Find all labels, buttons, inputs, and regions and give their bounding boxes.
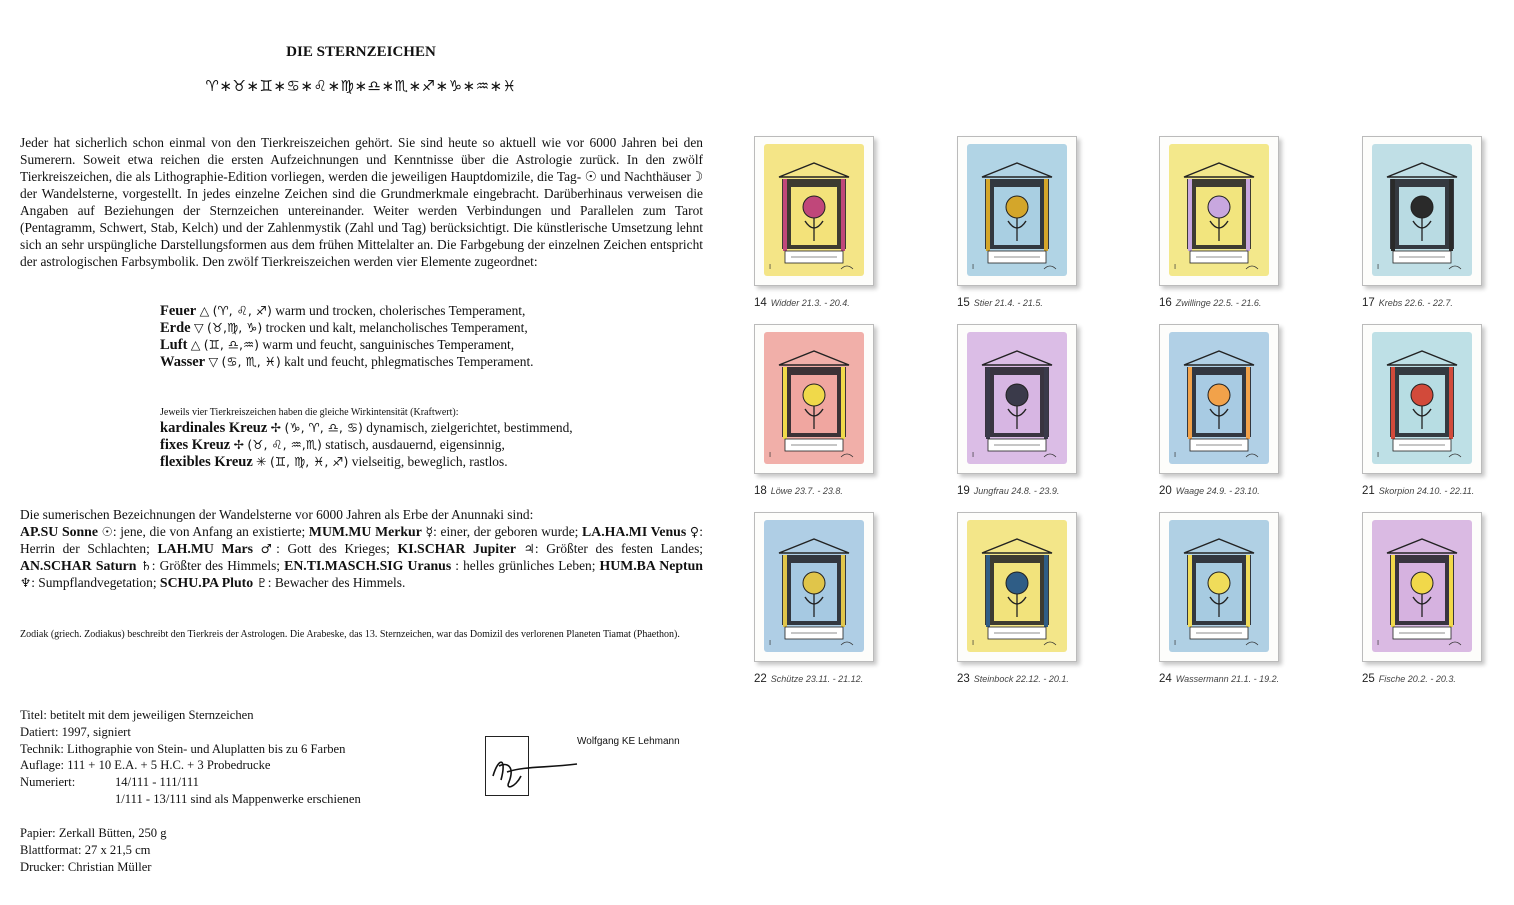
element-signs: (♊, ♎,♒)	[203, 337, 260, 352]
signature-icon	[485, 736, 585, 798]
card-title: Stier 21.4. - 21.5.	[973, 298, 1043, 308]
element-name: Wasser	[160, 354, 206, 370]
meta-auflage: Auflage: 111 + 10 E.A. + 5 H.C. + 3 Probedrucke	[20, 758, 271, 772]
fire-triangle-icon: △	[199, 303, 210, 318]
planet-name: AN.SCHAR Saturn	[20, 558, 137, 573]
card-caption	[1159, 669, 1279, 687]
card-caption	[1159, 293, 1261, 311]
card-caption	[1362, 669, 1456, 687]
card-caption	[957, 293, 1043, 311]
card-title: Zwillinge 22.5. - 21.6.	[1175, 298, 1262, 308]
planet-description: : jene, die von Anfang an existierte;	[112, 524, 306, 539]
card-caption	[754, 669, 863, 687]
planet-name: KI.SCHAR Jupiter	[397, 541, 516, 556]
zodiac-lithograph-icon	[755, 325, 873, 473]
meta-datiert: Datiert: 1997, signiert	[20, 725, 131, 739]
lithograph-card	[957, 136, 1077, 286]
element-row-luft	[160, 336, 514, 354]
air-triangle-icon: △	[190, 337, 201, 352]
planet-name: LA.HA.MI Venus	[582, 524, 687, 539]
card-title: Widder 21.3. - 20.4.	[770, 298, 850, 308]
lithograph-card	[1159, 136, 1279, 286]
planets-intro: Die sumerischen Bezeichnungen der Wandelsterne vor 6000 Jahren als Erbe der Anunnaki sind:	[20, 507, 534, 522]
svg-text:I: I	[972, 639, 975, 647]
cross-name: fixes Kreuz	[160, 437, 231, 453]
element-row-wasser	[160, 353, 534, 371]
meta-titel: Titel: betitelt mit dem jeweiligen Sternzeichen	[20, 708, 254, 722]
lithograph-card	[1362, 136, 1482, 286]
lithograph-card	[1362, 324, 1482, 474]
lithograph-card	[957, 324, 1077, 474]
planet-description: : Größter des festen Landes;	[534, 541, 704, 556]
cross-signs: (♊, ♍, ♓, ♐)	[269, 454, 349, 469]
mars-icon: ♂	[260, 541, 277, 556]
cross-note: Jeweils vier Tierkreiszeichen haben die gleiche Wirkintensität (Kraftwert):	[160, 407, 459, 418]
lithograph-card	[754, 512, 874, 662]
neptune-icon: ♆	[20, 575, 32, 590]
zodiac-lithograph-icon	[1363, 513, 1481, 661]
meta-blattformat: Blattformat: 27 x 21,5 cm	[20, 843, 151, 857]
earth-triangle-icon: ▽	[193, 320, 204, 335]
zodiac-lithograph-icon	[958, 137, 1076, 285]
zodiac-lithograph-icon	[755, 137, 873, 285]
sun-icon: ☉	[101, 524, 113, 539]
planet-name: SCHU.PA Pluto	[159, 575, 254, 590]
pluto-icon: ♇	[256, 575, 268, 590]
card-caption	[1362, 293, 1453, 311]
jupiter-icon: ♃	[523, 541, 535, 556]
card-title: Waage 24.9. - 23.10.	[1175, 486, 1260, 496]
svg-text:I: I	[769, 263, 772, 271]
svg-text:I: I	[1174, 263, 1177, 271]
element-name: Erde	[160, 320, 191, 336]
cross-description: vielseitig, beweglich, rastlos.	[351, 454, 508, 469]
card-number: 25	[1362, 673, 1375, 685]
zodiac-symbols-line: ♈∗♉∗♊∗♋∗♌∗♍∗♎∗♏∗♐∗♑∗♒∗♓	[205, 77, 517, 95]
lithograph-card	[957, 512, 1077, 662]
planet-name: EN.TI.MASCH.SIG Uranus	[284, 558, 452, 573]
card-number: 23	[957, 673, 970, 685]
lithograph-card	[1159, 512, 1279, 662]
card-title: Wassermann 21.1. - 19.2.	[1175, 674, 1280, 684]
zodiac-lithograph-icon	[1363, 325, 1481, 473]
svg-text:I: I	[1377, 639, 1380, 647]
element-signs: (♋, ♏, ♓)	[221, 354, 281, 369]
asterisk-cross-icon: ✳	[256, 454, 267, 469]
svg-text:I: I	[972, 451, 975, 459]
page-title: DIE STERNZEICHEN	[286, 44, 436, 60]
card-title: Fische 20.2. - 20.3.	[1378, 674, 1456, 684]
svg-text:I: I	[1377, 263, 1380, 271]
meta-numeriert-note: 1/111 - 13/111 sind als Mappenwerke erschienen	[115, 792, 361, 806]
element-signs: (♈, ♌, ♐)	[212, 303, 272, 318]
svg-text:I: I	[1174, 639, 1177, 647]
card-number: 19	[957, 485, 970, 497]
card-caption	[957, 481, 1059, 499]
card-title: Skorpion 24.10. - 22.11.	[1378, 486, 1475, 496]
card-number: 14	[754, 297, 767, 309]
zodiac-lithograph-icon	[1160, 137, 1278, 285]
zodiac-lithograph-icon	[1363, 137, 1481, 285]
planets-paragraph	[20, 523, 703, 591]
svg-text:I: I	[1377, 451, 1380, 459]
cross-name: kardinales Kreuz	[160, 420, 268, 436]
meta-numeriert	[20, 775, 420, 791]
svg-text:I: I	[972, 263, 975, 271]
planet-name: AP.SU Sonne	[20, 524, 98, 539]
svg-text:I: I	[769, 451, 772, 459]
planet-description: : Bewacher des Himmels.	[267, 575, 406, 590]
element-row-feuer	[160, 302, 525, 320]
meta-papier: Papier: Zerkall Bütten, 250 g	[20, 826, 167, 840]
svg-text:I: I	[1174, 451, 1177, 459]
element-description: kalt und feucht, phlegmatisches Temperament.	[284, 354, 534, 369]
zodiak-note: Zodiak (griech. Zodiakus) beschreibt den Tierkreis der Astrologen. Die Arabeske, das 13. Sternzeichen, war das Domizil des verlorenen Planeten Tiamat (Phaethon).	[20, 629, 680, 640]
artist-name: Wolfgang KE Lehmann	[577, 736, 680, 747]
mercury-icon: ☿	[425, 524, 434, 539]
cross-name: flexibles Kreuz	[160, 454, 253, 470]
cross-description: statisch, ausdauernd, eigensinnig,	[325, 437, 505, 452]
card-number: 20	[1159, 485, 1172, 497]
cross-signs: (♉, ♌, ♒,♏)	[247, 437, 322, 452]
intro-paragraph: Jeder hat sicherlich schon einmal von den Tierkreiszeichen gehört. Sie sind heute so aktuell wie vor 6000 Jahren bei den Sumerern. Soweit etwa reichen die ersten Aufzeichnungen und Kenntnisse über die Astrologie zurück. In den zwölf Tierkreiszeichen, die als Lithographie-Edition vorliegen, werden die jeweiligen Hauptdomizile, die Tag- ☉ und Nachthäuser☽ der Wandelsterne, vorgestellt. In jedes einzelne Zeichen sind die Grundmerkmale eingebracht. Darüberhinaus verweisen die Angaben auf Beziehungen der Sternzeichen untereinander. Weiter werden Verbindungen und Parallelen zum Tarot (Pentagramm, Schwert, Stab, Kelch) und der Zahlenmystik (Zahl und Tag) berücksichtigt. Die künstlerische Umsetzung lehnt sich an sehr urspüngliche Darstellungsformen aus dem frühen Mittelalter an. Die Farbgebung der einzelnen Zeichen entspricht der astrologischen Farbsymbolik. Den zwölf Tierkreiszeichen werden vier Elemente zugeordnet:	[20, 135, 703, 269]
numeriert-label: Numeriert:	[20, 775, 76, 789]
element-name: Luft	[160, 337, 188, 353]
planet-name: HUM.BA Neptun	[599, 558, 703, 573]
meta-drucker: Drucker: Christian Müller	[20, 860, 152, 874]
card-title: Steinbock 22.12. - 20.1.	[973, 674, 1069, 684]
card-number: 15	[957, 297, 970, 309]
lithograph-card	[754, 136, 874, 286]
lithograph-card	[1362, 512, 1482, 662]
card-number: 17	[1362, 297, 1375, 309]
card-caption	[957, 669, 1069, 687]
cross-row-fix	[160, 437, 505, 454]
venus-icon: ♀	[689, 524, 700, 539]
cross-icon: ✢	[270, 420, 282, 435]
card-number: 21	[1362, 485, 1375, 497]
planet-description: : helles grünliches Leben;	[451, 558, 596, 573]
cross-row-kardinal	[160, 420, 573, 437]
card-number: 22	[754, 673, 767, 685]
water-triangle-icon: ▽	[208, 354, 219, 369]
planet-name: MUM.MU Merkur	[308, 524, 422, 539]
card-title: Löwe 23.7. - 23.8.	[770, 486, 843, 496]
planet-description: : einer, der geboren wurde;	[433, 524, 579, 539]
element-name: Feuer	[160, 303, 197, 319]
zodiac-lithograph-icon	[1160, 325, 1278, 473]
card-caption	[1362, 481, 1474, 499]
svg-text:I: I	[769, 639, 772, 647]
planet-description: : Sumpflandvegetation;	[31, 575, 157, 590]
element-row-erde	[160, 319, 528, 337]
element-description: warm und feucht, sanguinisches Temperament,	[262, 337, 515, 352]
zodiac-lithograph-icon	[958, 513, 1076, 661]
cross-row-flexibel	[160, 454, 508, 471]
zodiac-lithograph-icon	[1160, 513, 1278, 661]
card-caption	[754, 481, 843, 499]
meta-technik: Technik: Lithographie von Stein- und Aluplatten bis zu 6 Farben	[20, 742, 346, 756]
card-caption	[754, 293, 850, 311]
card-title: Schütze 23.11. - 21.12.	[770, 674, 864, 684]
card-title: Krebs 22.6. - 22.7.	[1378, 298, 1453, 308]
element-description: warm und trocken, cholerisches Temperament,	[275, 303, 526, 318]
element-signs: (♉,♍, ♑)	[206, 320, 263, 335]
cross-icon: ✢	[233, 437, 245, 452]
planet-description: : Gott des Krieges;	[276, 541, 390, 556]
card-number: 24	[1159, 673, 1172, 685]
saturn-icon: ♄	[140, 558, 152, 573]
zodiac-lithograph-icon	[958, 325, 1076, 473]
card-number: 16	[1159, 297, 1172, 309]
card-title: Jungfrau 24.8. - 23.9.	[973, 486, 1060, 496]
numeriert-range: 14/111 - 111/111	[115, 775, 199, 789]
cross-description: dynamisch, zielgerichtet, bestimmend,	[366, 420, 573, 435]
planet-description: : Größter des Himmels;	[151, 558, 281, 573]
lithograph-card	[754, 324, 874, 474]
cross-signs: (♑, ♈, ♎, ♋)	[284, 420, 363, 435]
planet-name: LAH.MU Mars	[157, 541, 253, 556]
zodiac-lithograph-icon	[755, 513, 873, 661]
element-description: trocken und kalt, melancholisches Temperament,	[265, 320, 528, 335]
card-number: 18	[754, 485, 767, 497]
planet-description: : Herrin der Schlachten;	[20, 524, 704, 556]
card-caption	[1159, 481, 1260, 499]
lithograph-card	[1159, 324, 1279, 474]
